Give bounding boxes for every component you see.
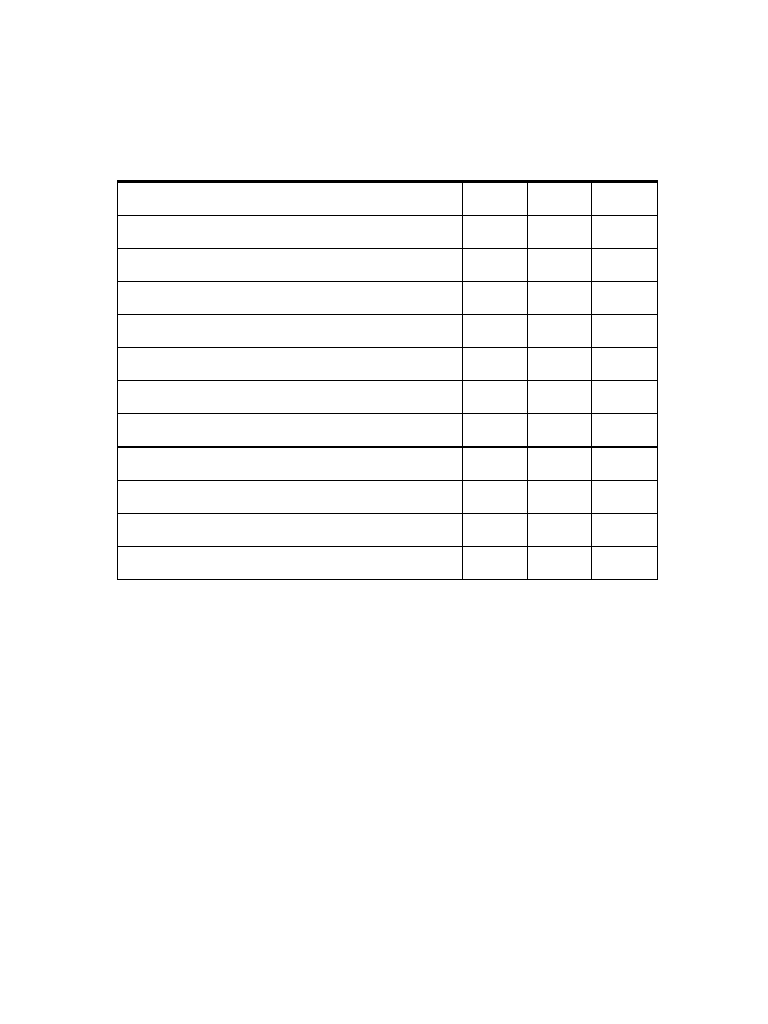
score-cell[interactable] <box>462 514 527 547</box>
table-row <box>118 547 658 580</box>
score-cell[interactable] <box>462 348 527 381</box>
info-line <box>151 148 492 162</box>
score-cell[interactable] <box>527 481 592 514</box>
score-cell[interactable] <box>527 348 592 381</box>
score-cell[interactable] <box>592 481 658 514</box>
score-cell[interactable] <box>592 315 658 348</box>
score-cell[interactable] <box>462 547 527 580</box>
table-row <box>118 183 658 216</box>
score-cell[interactable] <box>592 448 658 481</box>
score-cell[interactable] <box>462 249 527 282</box>
score-cell[interactable] <box>462 381 527 414</box>
table-row <box>118 249 658 282</box>
score-cell[interactable] <box>527 414 592 447</box>
evaluation-table <box>117 180 658 580</box>
score-cell[interactable] <box>462 216 527 249</box>
score-cell[interactable] <box>462 481 527 514</box>
score-cell[interactable] <box>527 216 592 249</box>
table-row <box>118 481 658 514</box>
score-cell[interactable] <box>527 547 592 580</box>
score-cell[interactable] <box>462 315 527 348</box>
score-cell[interactable] <box>462 448 527 481</box>
table-row <box>118 348 658 381</box>
school-logo <box>20 14 146 74</box>
table-row <box>118 315 658 348</box>
score-cell[interactable] <box>592 348 658 381</box>
score-cell[interactable] <box>592 216 658 249</box>
table-row <box>118 282 658 315</box>
score-cell[interactable] <box>592 514 658 547</box>
score-cell[interactable] <box>527 448 592 481</box>
score-cell[interactable] <box>592 381 658 414</box>
docente-field <box>151 115 591 129</box>
score-cell[interactable] <box>527 381 592 414</box>
score-cell[interactable] <box>592 282 658 315</box>
score-cell[interactable] <box>592 249 658 282</box>
table-row <box>118 216 658 249</box>
score-cell[interactable] <box>462 183 527 216</box>
table-row <box>118 448 658 481</box>
score-cell[interactable] <box>462 282 527 315</box>
score-cell[interactable] <box>527 282 592 315</box>
table-row <box>118 381 658 414</box>
table-row <box>118 514 658 547</box>
score-cell[interactable] <box>527 315 592 348</box>
table-row <box>118 414 658 447</box>
score-cell[interactable] <box>527 514 592 547</box>
score-cell[interactable] <box>592 183 658 216</box>
score-cell[interactable] <box>527 183 592 216</box>
score-cell[interactable] <box>592 414 658 447</box>
score-cell[interactable] <box>527 249 592 282</box>
score-cell[interactable] <box>592 547 658 580</box>
score-cell[interactable] <box>462 414 527 447</box>
